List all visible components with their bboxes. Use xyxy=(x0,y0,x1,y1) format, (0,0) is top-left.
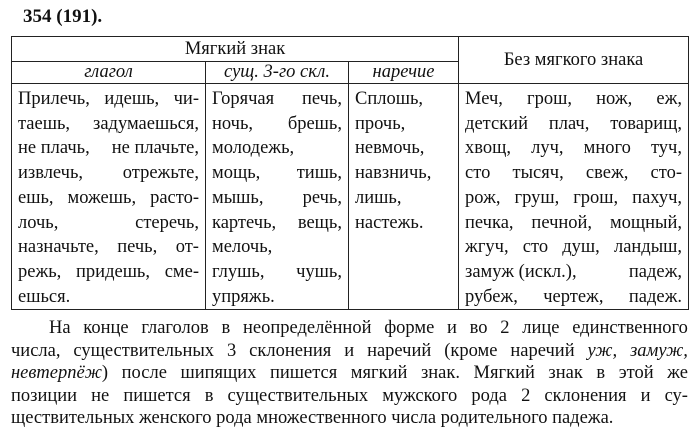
cell-line xyxy=(355,161,452,186)
word: единственного xyxy=(572,318,688,338)
cell-line xyxy=(355,211,452,236)
word: в xyxy=(221,318,231,338)
cell-line xyxy=(465,136,682,161)
word: идешь, xyxy=(104,89,160,109)
word: молодежь, xyxy=(212,138,295,159)
paragraph-line xyxy=(11,340,688,363)
word: конце xyxy=(83,318,129,338)
word: луч, xyxy=(531,138,564,159)
word: Сплошь, xyxy=(355,89,424,109)
word: ландыш, xyxy=(613,237,683,258)
word: вещь, xyxy=(297,212,342,233)
no-soft-sign-header: Без мягкого знака xyxy=(459,37,689,84)
word: сто xyxy=(522,237,549,258)
word: придешь, xyxy=(76,261,150,282)
word: тишь, xyxy=(296,163,342,184)
word: мужского xyxy=(382,385,458,406)
word: мягкий xyxy=(350,363,408,383)
word: ешь, xyxy=(18,187,54,208)
word: позиции xyxy=(11,385,78,406)
cell-line xyxy=(465,87,682,112)
word: упряжь. xyxy=(212,286,275,307)
word: назначьте, xyxy=(18,237,99,258)
word: мощный, xyxy=(609,212,683,233)
cell-line xyxy=(18,186,199,211)
word: сме- xyxy=(164,261,199,282)
word: лице xyxy=(522,318,560,338)
word: нож, xyxy=(596,89,633,109)
word: Мягкий xyxy=(473,363,535,383)
word: сто- xyxy=(650,163,683,184)
word: чертеж, xyxy=(543,286,604,307)
word: 3 xyxy=(226,340,237,361)
word: в xyxy=(204,385,214,406)
word: глаголов xyxy=(141,318,209,338)
paragraph-line xyxy=(11,385,688,408)
word: расто- xyxy=(150,187,199,208)
cell-line xyxy=(212,186,342,211)
cell-line xyxy=(212,260,342,285)
cell-line xyxy=(212,285,342,310)
word: знак xyxy=(548,363,583,383)
word: в xyxy=(596,363,606,383)
word: задумаешься, xyxy=(93,113,199,134)
paragraph-line: ществительных женского рода множественного числа родительного падежа. xyxy=(11,408,614,428)
word: знак. xyxy=(420,363,460,383)
word: падеж. xyxy=(628,286,683,307)
adverb-cell xyxy=(349,84,459,310)
word: числа, xyxy=(11,340,61,361)
word: мышь, xyxy=(212,187,264,208)
word: не плачь, xyxy=(18,138,90,159)
rules-table xyxy=(11,36,689,310)
cell-line xyxy=(355,136,452,161)
verb-cell xyxy=(12,84,206,310)
word: много xyxy=(583,138,631,159)
cell-line xyxy=(18,87,199,112)
word: шипящих xyxy=(180,363,257,383)
word: тысяч, xyxy=(512,163,564,184)
word: пишется xyxy=(123,385,191,406)
word: и xyxy=(640,385,651,406)
cell-line xyxy=(18,260,199,285)
word: замуж, xyxy=(630,340,688,361)
word: жгуч, xyxy=(465,237,509,258)
word: извлечь, xyxy=(18,163,84,184)
word: пишется xyxy=(269,363,338,383)
word: рода xyxy=(471,385,507,406)
word: печка, xyxy=(465,212,514,233)
soft-sign-header: Мягкий знак xyxy=(12,37,459,62)
cell-line xyxy=(212,161,342,186)
exercise-number: 354 (191). xyxy=(23,6,103,27)
word: падеж, xyxy=(628,261,683,282)
cell-line xyxy=(18,112,199,137)
word: стеречь, xyxy=(135,212,199,233)
word: наречий xyxy=(510,340,575,361)
word: туч, xyxy=(650,138,682,159)
cell-line xyxy=(465,285,682,310)
word: картечь, xyxy=(212,212,277,233)
cell-line xyxy=(212,136,342,161)
word: не плачьте, xyxy=(111,138,199,159)
cell-line xyxy=(355,87,452,112)
word: свеж, xyxy=(585,163,629,184)
word: душ, xyxy=(562,237,600,258)
word: невтерпёж) xyxy=(11,363,109,383)
word: настежь. xyxy=(355,212,424,233)
cell-line xyxy=(465,186,682,211)
cell-line xyxy=(212,87,342,112)
cell-line xyxy=(212,112,342,137)
word: форме xyxy=(384,318,435,338)
word: товарищ, xyxy=(610,113,683,134)
word: грош, xyxy=(573,187,619,208)
cell-line xyxy=(355,112,452,137)
cell-line xyxy=(355,186,452,211)
word: наречий xyxy=(367,340,432,361)
word: невмочь, xyxy=(355,138,425,159)
word: ночь, xyxy=(212,113,254,134)
cell-line xyxy=(465,112,682,137)
cell-line xyxy=(18,285,199,310)
cell-line xyxy=(465,260,682,285)
cell-line xyxy=(18,211,199,236)
word: груш, xyxy=(514,187,560,208)
word: навзничь, xyxy=(355,163,432,184)
verb-header: глагол xyxy=(12,62,206,84)
word: еж, xyxy=(656,89,682,109)
word: рож, xyxy=(465,187,501,208)
word: рубеж, xyxy=(465,286,518,307)
paragraph-line xyxy=(11,362,688,385)
adverb-header: наречие xyxy=(349,62,459,84)
word: печь, xyxy=(117,237,158,258)
cell-line xyxy=(212,235,342,260)
word: можешь, xyxy=(67,187,137,208)
word: Прилечь, xyxy=(18,89,90,109)
word: Меч, xyxy=(465,89,503,109)
word: и xyxy=(447,318,457,338)
word: глушь, xyxy=(212,261,265,282)
word: отрежьте, xyxy=(122,163,199,184)
word: и xyxy=(344,340,355,361)
word: мощь, xyxy=(212,163,261,184)
cell-line xyxy=(465,161,682,186)
word: чи- xyxy=(173,89,199,109)
cell-line xyxy=(18,235,199,260)
word: грош, xyxy=(527,89,573,109)
word: не xyxy=(91,385,110,406)
word: во xyxy=(469,318,488,338)
word: таешь, xyxy=(18,113,71,134)
rule-paragraph xyxy=(11,317,688,430)
word: детский xyxy=(465,113,528,134)
cell-line xyxy=(465,235,682,260)
word: печь, xyxy=(301,89,342,109)
cell-line xyxy=(18,136,199,161)
word: склонения xyxy=(249,340,332,361)
word: существительных xyxy=(227,385,369,406)
cell-line xyxy=(212,211,342,236)
word: Горячая xyxy=(212,89,275,109)
word: лочь, xyxy=(18,212,59,233)
paragraph-line xyxy=(11,317,688,340)
word: склонения xyxy=(544,385,627,406)
word: брешь, xyxy=(287,113,342,134)
word: сто xyxy=(465,163,491,184)
word: лишь, xyxy=(355,187,402,208)
word: уж, xyxy=(587,340,618,361)
word: этой xyxy=(618,363,654,383)
word: хвощ, xyxy=(465,138,512,159)
word: от- xyxy=(175,237,199,258)
word: пахуч, xyxy=(632,187,683,208)
word: существительных xyxy=(73,340,215,361)
word: замуж (искл.), xyxy=(465,261,577,282)
noun-header: сущ. 3-го скл. xyxy=(206,62,349,84)
word: прочь, xyxy=(355,113,406,134)
word: неопределённой xyxy=(242,318,372,338)
word: плач, xyxy=(548,113,590,134)
word: же xyxy=(667,363,688,383)
word: речь, xyxy=(302,187,342,208)
word: су- xyxy=(664,385,688,406)
word: На xyxy=(49,318,71,338)
word: 2 xyxy=(521,385,531,406)
word: после xyxy=(121,363,167,383)
cell-line xyxy=(465,211,682,236)
word: мелочь, xyxy=(212,237,273,258)
cell-line xyxy=(18,161,199,186)
word: режь, xyxy=(18,261,62,282)
noun-cell xyxy=(206,84,349,310)
no-soft-cell xyxy=(459,84,689,310)
word: ешься. xyxy=(18,286,71,307)
word: печной, xyxy=(531,212,593,233)
word: (кроме xyxy=(444,340,498,361)
word: 2 xyxy=(500,318,510,338)
word: чушь, xyxy=(296,261,342,282)
